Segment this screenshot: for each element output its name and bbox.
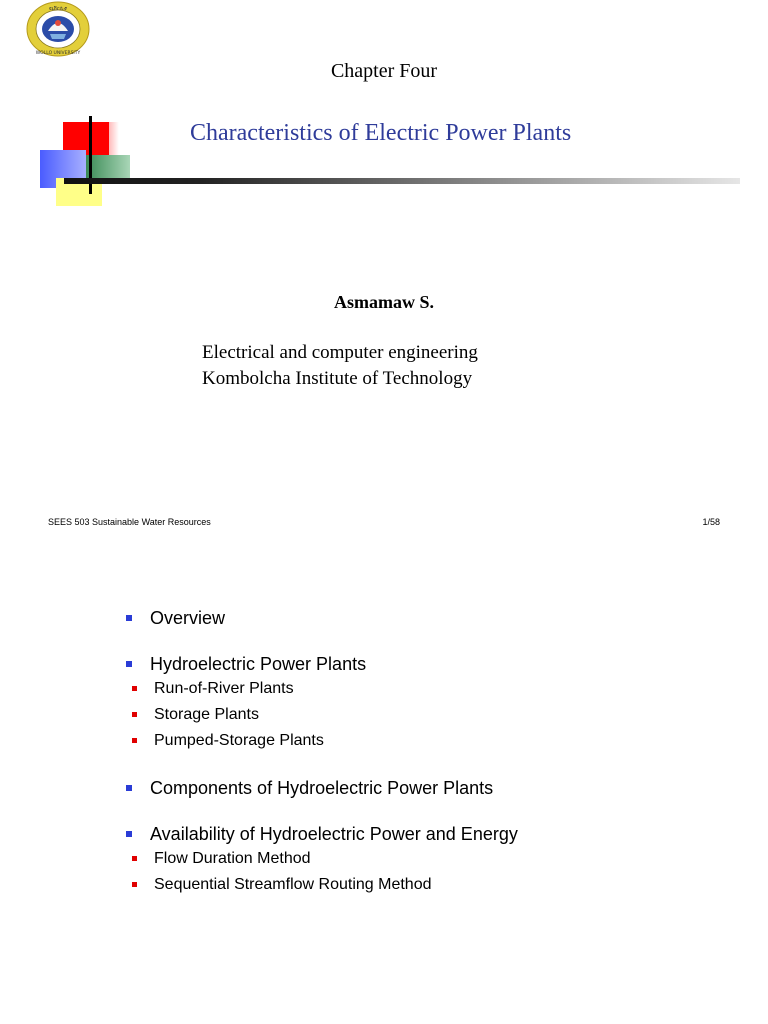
outline-item: Hydroelectric Power Plants bbox=[124, 652, 744, 676]
outline-subitem: Pumped-Storage Plants bbox=[124, 728, 744, 754]
outline-subitem: Storage Plants bbox=[124, 702, 744, 728]
slide-title: Characteristics of Electric Power Plants bbox=[190, 120, 572, 146]
footer-page-number: 1/58 bbox=[702, 517, 720, 527]
outline-item: Availability of Hydroelectric Power and Energy bbox=[124, 822, 744, 846]
affiliation bbox=[202, 340, 478, 392]
outline-subitem: Flow Duration Method bbox=[124, 846, 744, 872]
outline-subitem: Sequential Streamflow Routing Method bbox=[124, 872, 744, 898]
outline-slide bbox=[0, 560, 768, 1024]
outline-subitem: Run-of-River Plants bbox=[124, 676, 744, 702]
outline-item: Overview bbox=[124, 606, 744, 630]
chapter-label: Chapter Four bbox=[330, 60, 438, 82]
outline-list bbox=[124, 606, 744, 898]
outline-item: Components of Hydroelectric Power Plants bbox=[124, 776, 744, 800]
university-logo-icon bbox=[26, 1, 90, 57]
logo-bottom-text: WOLLO UNIVERSITY bbox=[35, 51, 81, 56]
title-underline bbox=[64, 178, 740, 184]
footer-course: SEES 503 Sustainable Water Resources bbox=[48, 517, 211, 527]
logo-top-text: ዩኒቨርሲቲ bbox=[49, 6, 67, 12]
author-name: Asmamaw S. bbox=[333, 292, 434, 312]
institute: Kombolcha Institute of Technology bbox=[202, 368, 473, 389]
department: Electrical and computer engineering bbox=[202, 342, 478, 363]
